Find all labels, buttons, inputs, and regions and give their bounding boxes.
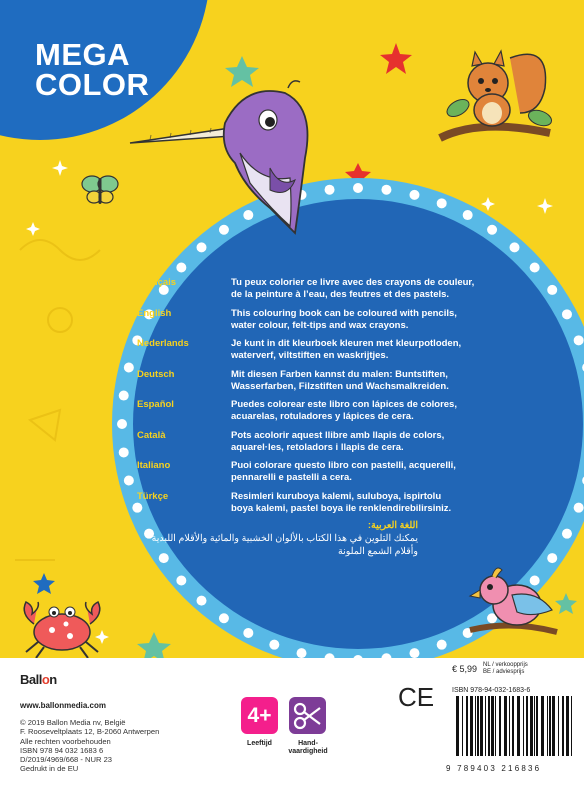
barcode-bar (485, 696, 486, 756)
barcode-bar (456, 696, 459, 756)
ring-dot (381, 185, 391, 195)
price-note-be: BE / adviesprijs (483, 669, 525, 675)
ring-dot (124, 475, 134, 485)
barcode-bar (466, 696, 468, 756)
ring-dot (176, 263, 186, 273)
language-text: Puoi colorare questo libro con pastelli, acquerelli, pennarelli e pastelli a cera. (231, 460, 456, 483)
sparkle-icon (52, 160, 68, 176)
barcode-bar (534, 696, 535, 756)
age-badge: 4+ (241, 697, 278, 734)
price-note (483, 662, 528, 676)
barcode-bar (536, 696, 538, 756)
ring-dot (437, 198, 447, 208)
barcode-number: 9 789403 216836 (446, 764, 542, 773)
brand-mark: o (41, 672, 50, 687)
barcode-bar (566, 696, 569, 756)
ring-dot (119, 447, 129, 457)
star-icon (380, 43, 412, 74)
ce-mark-text: CE (398, 684, 435, 710)
ring-dot (117, 419, 127, 429)
language-name: Català (137, 430, 166, 441)
ring-dot (487, 225, 497, 235)
barcode-bar (517, 696, 520, 756)
legal-line: © 2019 Ballon Media nv, België (20, 718, 126, 727)
crab-illustration (8, 594, 116, 660)
barcode-bar (523, 696, 524, 756)
ring-dot (197, 596, 207, 606)
barcode-bar (477, 696, 479, 756)
ring-dot (437, 640, 447, 650)
legal-line: D/2019/4969/668 - NUR 23 (20, 755, 113, 765)
ring-dot (243, 628, 253, 638)
language-text: This colouring book can be coloured with pencils, water colour, felt-tips and wax crayons. (231, 308, 457, 331)
barcode-bar (512, 696, 514, 756)
ring-dot (219, 613, 229, 623)
ring-dot (530, 263, 540, 273)
ring-dot (176, 575, 186, 585)
narwhal-illustration (120, 68, 320, 248)
barcode-bar (495, 696, 496, 756)
ring-dot (124, 363, 134, 373)
barcode-bar (504, 696, 507, 756)
publisher-url: www.ballonmedia.com (20, 701, 106, 710)
language-text: Mit diesen Farben kannst du malen: Buntstiften, Wasserfarben, Filzstiften und Wachsmalkreiden. (231, 369, 449, 392)
ring-dot (562, 309, 572, 319)
barcode-bar (552, 696, 555, 756)
ring-dot (269, 640, 279, 650)
barcode-bar (558, 696, 559, 756)
legal-line: Gedrukt in de EU (20, 764, 79, 774)
barcode-bar (491, 696, 494, 756)
star-icon (33, 573, 55, 594)
language-name: English (137, 308, 172, 319)
squirrel-illustration (430, 38, 560, 156)
legal-line: F. Rooseveltplaats 12, B-2060 Antwerpen (20, 727, 160, 737)
ring-dot (562, 529, 572, 539)
ring-dot (574, 335, 584, 345)
ce-mark (398, 684, 436, 710)
skill-badge (289, 697, 326, 734)
ring-dot (119, 391, 129, 401)
arabic-text: يمكنك التلوين في هذا الكتاب بالألوان الخشبية والمائية والأقلام اللبدية وأقلام الشمع الملونة (151, 533, 418, 557)
arabic-block (150, 519, 418, 558)
language-name: Türkçe (137, 491, 169, 502)
sparkle-icon (26, 222, 40, 236)
barcode-bar (470, 696, 473, 756)
language-name: Español (137, 399, 174, 410)
barcode-bar (541, 696, 544, 756)
ring-dot (409, 648, 419, 658)
isbn-label: ISBN 978-94-032-1683-6 (452, 687, 531, 694)
arabic-heading: اللغة العربية: (367, 520, 418, 531)
age-label: Leeftijd (247, 740, 272, 747)
barcode-bar (499, 696, 501, 756)
ring-dot (574, 503, 584, 513)
language-name: Deutsch (137, 369, 175, 380)
butterfly-illustration (80, 172, 120, 208)
barcode-bar (480, 696, 483, 756)
price: € 5,99 (452, 664, 478, 674)
language-text: Tu peux colorier ce livre avec des crayons de couleur, de la peinture à l’eau, des feutres et des pastels. (231, 277, 475, 300)
language-text: Resimleri kuruboya kalemi, suluboya, ispirtolu boya kalemi, pastel boya ile renklendirebilirsiniz. (231, 491, 452, 514)
brand-prefix: Ball (20, 672, 42, 687)
ring-dot (409, 190, 419, 200)
legal-block (20, 718, 159, 774)
barcode-bar (462, 696, 463, 756)
language-name: Nederlands (137, 338, 189, 349)
ring-dot (509, 242, 519, 252)
skill-label: Hand- vaardigheid (288, 740, 328, 755)
barcode-bar (562, 696, 564, 756)
barcode-bar (509, 696, 510, 756)
barcode-bar (488, 696, 490, 756)
bird-illustration (462, 560, 562, 652)
ring-dot (353, 183, 363, 193)
ring-dot (132, 503, 142, 513)
barcode (452, 696, 576, 760)
barcode-bar (530, 696, 533, 756)
barcode-bar (526, 696, 528, 756)
language-name: Français (137, 277, 177, 288)
language-text: Puedes colorear este libro con lápices de colores, acuarelas, rotuladores y lápices de cera. (231, 399, 457, 422)
ring-dot (463, 210, 473, 220)
legal-line: ISBN 978 94 032 1683 6 (20, 745, 104, 755)
barcode-bar (475, 696, 476, 756)
brand-suffix: n (49, 672, 57, 687)
title-line-1: MEGA (35, 37, 130, 72)
title-line-2: COLOR (35, 67, 150, 102)
ring-dot (325, 185, 335, 195)
barcode-bar (547, 696, 548, 756)
ring-dot (297, 648, 307, 658)
language-text: Pots acolorir aquest llibre amb llapis de colors, aquarel·les, retoladors i llapis de cera. (231, 430, 445, 453)
legal-line: Alle rechten voorbehouden (20, 736, 111, 746)
language-name: Italiano (137, 460, 171, 471)
language-text: Je kunt in dit kleurboek kleuren met kleurpotloden, waterverf, viltstiften en waskrijtjes. (231, 338, 462, 361)
barcode-bar (571, 696, 572, 756)
barcode-bar (549, 696, 551, 756)
publisher-logo (20, 672, 57, 687)
scissors-icon (289, 697, 326, 734)
price-note-nl: NL / verkoopprijs (483, 662, 528, 668)
